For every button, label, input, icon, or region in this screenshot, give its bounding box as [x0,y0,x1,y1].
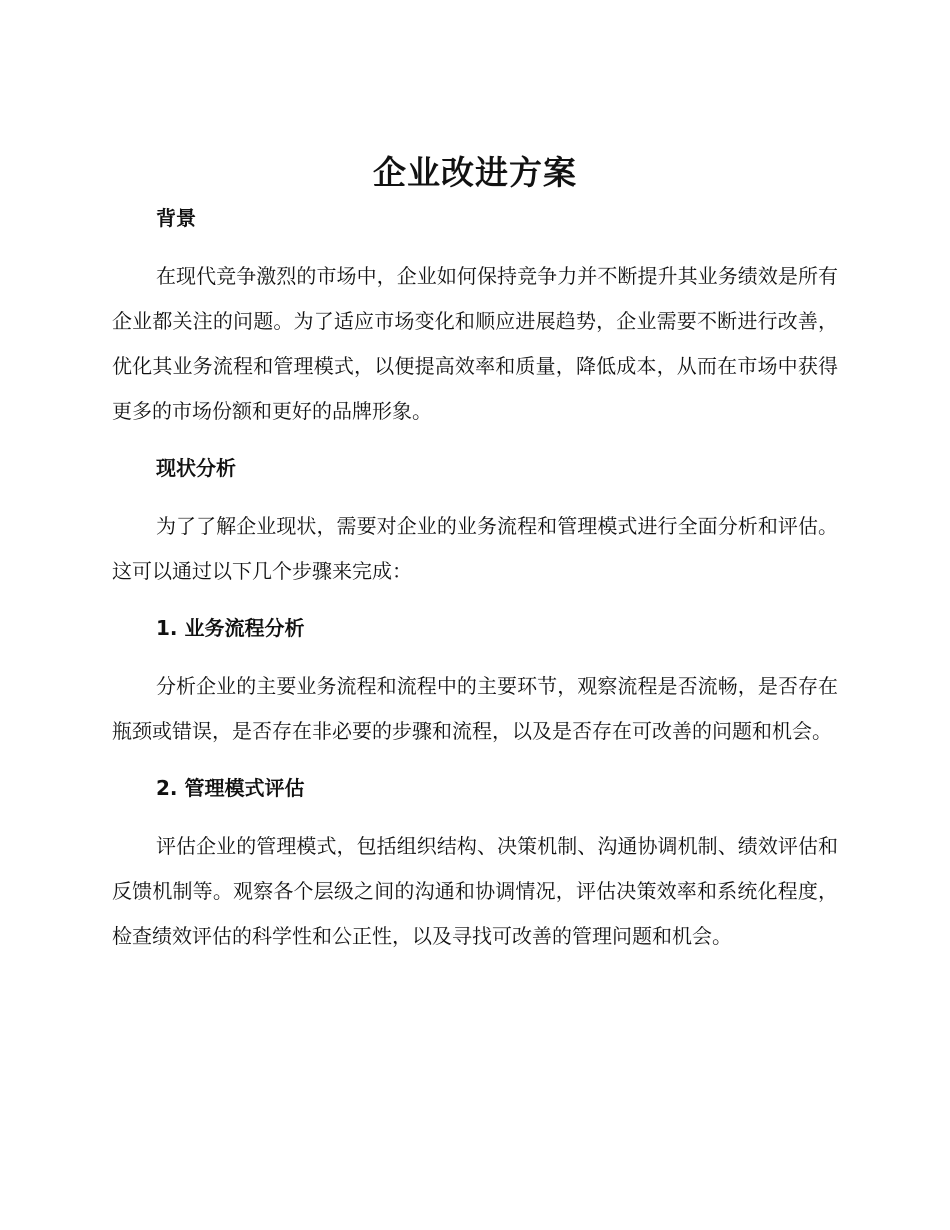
section-management-evaluation [112,774,838,959]
section-background [112,204,838,434]
section-paragraph-background: 在现代竞争激烈的市场中，企业如何保持竞争力并不断提升其业务绩效是所有企业都关注的问题。为了适应市场变化和顺应进展趋势，企业需要不断进行改善，优化其业务流程和管理模式，以便提高效率和质量，降低成本，从而在市场中获得更多的市场份额和更好的品牌形象。 [112,264,838,423]
section-paragraph-process-analysis: 分析企业的主要业务流程和流程中的主要环节，观察流程是否流畅，是否存在瓶颈或错误，是否存在非必要的步骤和流程，以及是否存在可改善的问题和机会。 [112,674,838,743]
section-current-analysis [112,454,838,594]
section-heading-process-analysis: 1. 业务流程分析 [156,616,305,640]
section-heading-management-evaluation: 2. 管理模式评估 [156,776,305,800]
section-process-analysis [112,614,838,754]
section-heading-current-analysis: 现状分析 [156,456,236,480]
section-paragraph-management-evaluation: 评估企业的管理模式，包括组织结构、决策机制、沟通协调机制、绩效评估和反馈机制等。观察各个层级之间的沟通和协调情况，评估决策效率和系统化程度，检查绩效评估的科学性和公正性，以及寻找可改善的管理问题和机会。 [112,834,838,948]
section-paragraph-current-analysis: 为了了解企业现状，需要对企业的业务流程和管理模式进行全面分析和评估。这可以通过以下几个步骤来完成： [112,514,838,583]
document-title: 企业改进方案 [373,153,577,192]
section-heading-background: 背景 [156,206,196,230]
